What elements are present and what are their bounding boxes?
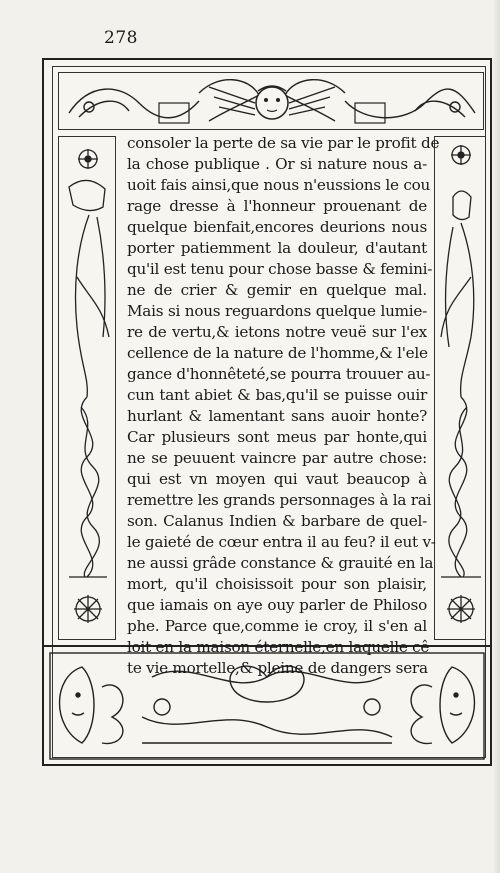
text-line: qu'il est tenu pour chose basse & femini- xyxy=(127,260,433,278)
text-line: ne se peuuent vaincre par autre chose: xyxy=(127,449,427,467)
text-line: ne aussi grâde constance & grauité en la xyxy=(127,554,434,572)
text-line: uoit fais ainsi,que nous n'eussions le cou xyxy=(127,176,431,194)
text-line: remettre les grands personnages à la rai xyxy=(127,491,432,509)
text-line: loit en la maison éternelle,en laquelle cê xyxy=(127,638,430,656)
text-line: phe. Parce que,comme ie croy, il s'en al xyxy=(127,617,427,635)
ram-headed-figure-ornament xyxy=(59,137,117,641)
text-line: le gaieté de cœur entra il au feu? il eut v- xyxy=(127,533,436,551)
text-line: gance d'honnêteté,se pourra trouuer au- xyxy=(127,365,431,383)
left-pillar-ornament xyxy=(58,136,116,640)
text-line: que iamais on aye ouy parler de Philoso xyxy=(127,596,427,614)
right-pillar-ornament xyxy=(434,136,486,640)
top-ornament-band xyxy=(58,72,484,130)
body-text-block xyxy=(127,133,440,677)
text-line: quelque bienfait,encores deurions nous xyxy=(127,218,427,236)
text-line: mort, qu'il choisissoit pour son plaisir, xyxy=(127,575,427,593)
text-line: qui est vn moyen qui vaut beaucop à xyxy=(127,470,427,488)
text-line: Mais si nous reguardons quelque lumie- xyxy=(127,302,427,320)
text-line: porter patiemment la douleur, d'autant xyxy=(127,239,427,257)
page-number: 278 xyxy=(104,28,138,48)
text-line: consoler la perte de sa vie par le profit de xyxy=(127,134,440,152)
text-line: son. Calanus Indien & barbare de quel- xyxy=(127,512,427,530)
winged-cherub-ornament xyxy=(59,73,485,131)
text-line: ne de crier & gemir en quelque mal. xyxy=(127,281,427,299)
text-line: cun tant abiet & bas,qu'il se puisse ouir xyxy=(127,386,427,404)
text-line: Car plusieurs sont meus par honte,qui xyxy=(127,428,427,446)
text-line: hurlant & lamentant sans auoir honte? xyxy=(127,407,427,425)
text-line: cellence de la nature de l'homme,& l'ele xyxy=(127,344,428,362)
text-line: re de vertu,& ietons notre veuë sur l'ex xyxy=(127,323,427,341)
page-edge-shadow xyxy=(492,0,500,873)
figure-with-vine-ornament xyxy=(435,137,487,641)
text-line: la chose publique . Or si nature nous a- xyxy=(127,155,427,173)
text-line: te vie mortelle,& pleine de dangers sera xyxy=(127,659,428,677)
text-line: rage dresse à l'honneur prouenant de xyxy=(127,197,427,215)
